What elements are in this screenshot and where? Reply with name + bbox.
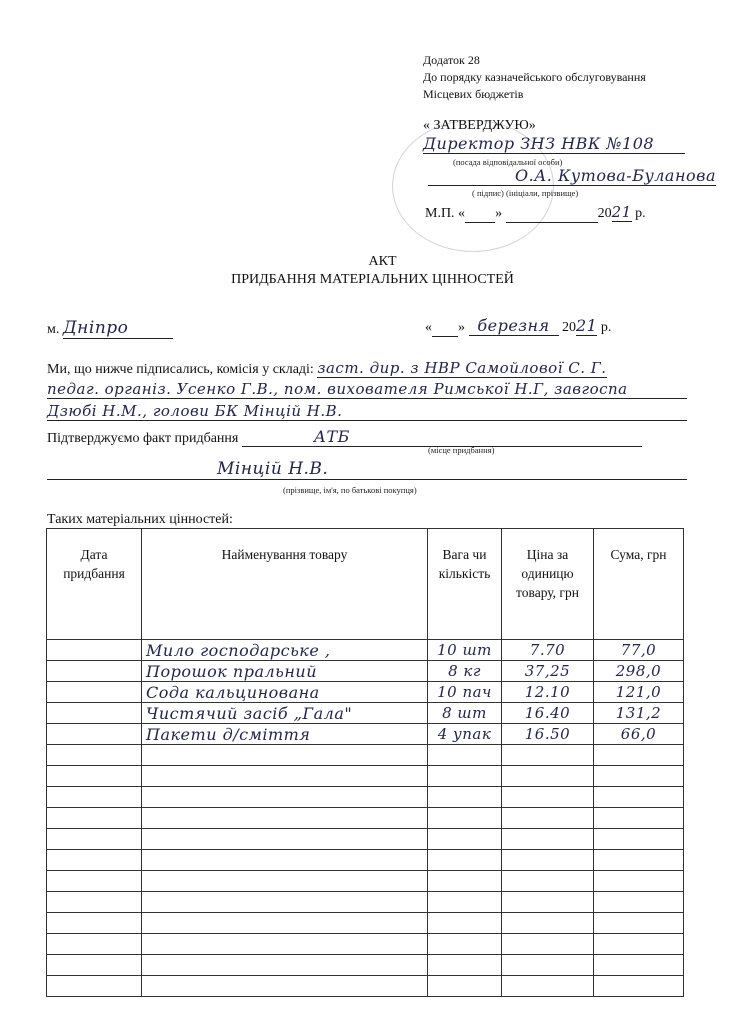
table-row — [47, 850, 684, 871]
table-row — [47, 976, 684, 997]
approver-position: Директор ЗНЗ НВК №108 — [423, 134, 685, 154]
cell-qty — [428, 892, 502, 913]
cell-name: Сода кальцинована — [142, 682, 428, 703]
signature-caption: ( підпис) (ініціали, прізвище) — [472, 188, 579, 198]
header-qty: Вага чи кількість — [428, 529, 502, 640]
cell-sum — [594, 766, 684, 787]
table-row — [47, 724, 684, 745]
cell-name — [142, 976, 428, 997]
cell-sum — [594, 850, 684, 871]
header-date: Дата придбання — [47, 529, 142, 640]
cell-name — [142, 934, 428, 955]
cell-price: 37,25 — [502, 661, 594, 682]
table-row — [47, 829, 684, 850]
header-name: Найменування товару — [142, 529, 428, 640]
cell-date — [47, 850, 142, 871]
cell-name — [142, 850, 428, 871]
cell-sum — [594, 787, 684, 808]
act-date-line — [425, 316, 611, 337]
date-year-prefix: 20 — [562, 320, 576, 335]
cell-price — [502, 787, 594, 808]
cell-date — [47, 766, 142, 787]
doc-title-act: АКТ — [368, 254, 397, 269]
mp-year-prefix: 20 — [597, 206, 612, 221]
cell-date — [47, 640, 142, 661]
appendix-line-2: До порядку казначейського обслуговування — [423, 70, 646, 84]
cell-price — [502, 745, 594, 766]
cell-sum: 121,0 — [594, 682, 684, 703]
city-hand: Дніпро — [63, 318, 173, 339]
appendix-block — [423, 52, 646, 103]
cell-price — [502, 808, 594, 829]
cell-price: 16.50 — [502, 724, 594, 745]
date-year-hand: 21 — [576, 316, 598, 335]
cell-price — [502, 913, 594, 934]
cell-sum: 298,0 — [594, 661, 684, 682]
cell-date — [47, 682, 142, 703]
cell-sum — [594, 745, 684, 766]
table-row — [47, 682, 684, 703]
cell-qty — [428, 871, 502, 892]
table-row — [47, 703, 684, 724]
table-row — [47, 766, 684, 787]
cell-price: 16.40 — [502, 703, 594, 724]
goods-table — [46, 528, 684, 997]
cell-qty: 10 пач — [428, 682, 502, 703]
cell-name — [142, 808, 428, 829]
approver-name: О.А. Кутова-Буланова — [428, 166, 716, 186]
doc-title-main: ПРИДБАННЯ МАТЕРІАЛЬНИХ ЦІННОСТЕЙ — [231, 272, 514, 287]
cell-name — [142, 829, 428, 850]
cell-date — [47, 913, 142, 934]
header-price: Ціна за одиницю товару, грн — [502, 529, 594, 640]
cell-sum — [594, 829, 684, 850]
cell-qty — [428, 955, 502, 976]
cell-price — [502, 766, 594, 787]
mp-year-hand: 21 — [611, 203, 632, 221]
cell-qty — [428, 934, 502, 955]
cell-sum — [594, 976, 684, 997]
cell-name — [142, 787, 428, 808]
appendix-line-3: Місцевих бюджетів — [423, 87, 524, 101]
cell-name — [142, 871, 428, 892]
mp-label: М.П. « — [425, 206, 466, 221]
appendix-line-1: Додаток 28 — [423, 53, 480, 67]
table-row — [47, 787, 684, 808]
cell-date — [47, 724, 142, 745]
cell-sum — [594, 934, 684, 955]
cell-sum: 77,0 — [594, 640, 684, 661]
mp-day-blank — [465, 206, 495, 223]
cell-qty — [428, 976, 502, 997]
position-caption: (посада відповідальної особи) — [453, 157, 563, 167]
date-day-blank — [432, 320, 458, 337]
cell-qty — [428, 829, 502, 850]
cell-qty: 8 кг — [428, 661, 502, 682]
cell-date — [47, 976, 142, 997]
cell-qty — [428, 913, 502, 934]
cell-sum — [594, 871, 684, 892]
cell-name: Порошок пральний — [142, 661, 428, 682]
cell-date — [47, 808, 142, 829]
date-year-suffix: р. — [600, 320, 612, 335]
date-open: « — [425, 320, 432, 335]
cell-name: Чистячий засіб „Гала" — [142, 703, 428, 724]
table-row — [47, 955, 684, 976]
cell-qty: 4 упак — [428, 724, 502, 745]
date-close: » — [458, 320, 465, 335]
cell-sum — [594, 955, 684, 976]
buyer-caption: (прізвище, ім'я, по батькові покупця) — [283, 485, 417, 495]
cell-sum — [594, 808, 684, 829]
cell-date — [47, 892, 142, 913]
mp-date-line — [425, 203, 646, 223]
cell-price: 7.70 — [502, 640, 594, 661]
cell-price — [502, 892, 594, 913]
cell-price — [502, 976, 594, 997]
cell-date — [47, 745, 142, 766]
purchase-place-hand: АТБ — [242, 427, 642, 447]
cell-qty: 8 шт — [428, 703, 502, 724]
table-row — [47, 934, 684, 955]
cell-price — [502, 829, 594, 850]
date-month-hand: березня — [469, 316, 559, 336]
place-caption: (місце придбання) — [428, 445, 495, 455]
table-intro: Таких матеріальних цінностей: — [47, 512, 233, 527]
cell-name — [142, 766, 428, 787]
cell-price — [502, 934, 594, 955]
cell-date — [47, 661, 142, 682]
cell-name — [142, 913, 428, 934]
table-row — [47, 871, 684, 892]
commission-hand-2: педаг. організ. Усенко Г.В., пом. вихователя Римської Н.Г, завгоспа — [47, 380, 687, 399]
cell-date — [47, 703, 142, 724]
cell-name — [142, 892, 428, 913]
cell-qty — [428, 808, 502, 829]
table-header-row — [47, 529, 684, 640]
buyer-hand: Мінцій Н.В. — [47, 459, 687, 480]
table-row — [47, 913, 684, 934]
cell-qty: 10 шт — [428, 640, 502, 661]
cell-name — [142, 745, 428, 766]
mp-year-suffix: р. — [635, 206, 646, 221]
cell-price — [502, 955, 594, 976]
cell-name — [142, 955, 428, 976]
purchase-line — [47, 427, 687, 447]
commission-hand-1: заст. дир. з НВР Самойлової С. Г. — [317, 359, 607, 377]
cell-sum — [594, 892, 684, 913]
city-label: м. — [47, 322, 60, 337]
approval-title: « ЗАТВЕРДЖУЮ» — [423, 118, 536, 133]
cell-name: Мило господарське , — [142, 640, 428, 661]
cell-name: Пакети д/сміття — [142, 724, 428, 745]
cell-qty — [428, 850, 502, 871]
cell-qty — [428, 787, 502, 808]
table-row — [47, 892, 684, 913]
cell-date — [47, 955, 142, 976]
city-line — [47, 318, 173, 339]
commission-line-1 — [47, 359, 687, 378]
table-row — [47, 640, 684, 661]
cell-sum: 66,0 — [594, 724, 684, 745]
commission-hand-3: Дзюбі Н.М., голови БК Мінцій Н.В. — [47, 402, 687, 421]
cell-date — [47, 934, 142, 955]
table-row — [47, 745, 684, 766]
commission-label: Ми, що нижче підписались, комісія у складі: — [47, 362, 314, 377]
table-row — [47, 808, 684, 829]
cell-price — [502, 850, 594, 871]
cell-sum: 131,2 — [594, 703, 684, 724]
mp-mid: » — [495, 206, 503, 221]
cell-sum — [594, 913, 684, 934]
table-row — [47, 661, 684, 682]
cell-date — [47, 787, 142, 808]
header-sum: Сума, грн — [594, 529, 684, 640]
cell-qty — [428, 766, 502, 787]
cell-date — [47, 829, 142, 850]
cell-qty — [428, 745, 502, 766]
cell-price — [502, 871, 594, 892]
mp-month-blank — [506, 206, 598, 223]
cell-price: 12.10 — [502, 682, 594, 703]
confirm-label: Підтверджуємо факт придбання — [47, 431, 239, 446]
cell-date — [47, 871, 142, 892]
